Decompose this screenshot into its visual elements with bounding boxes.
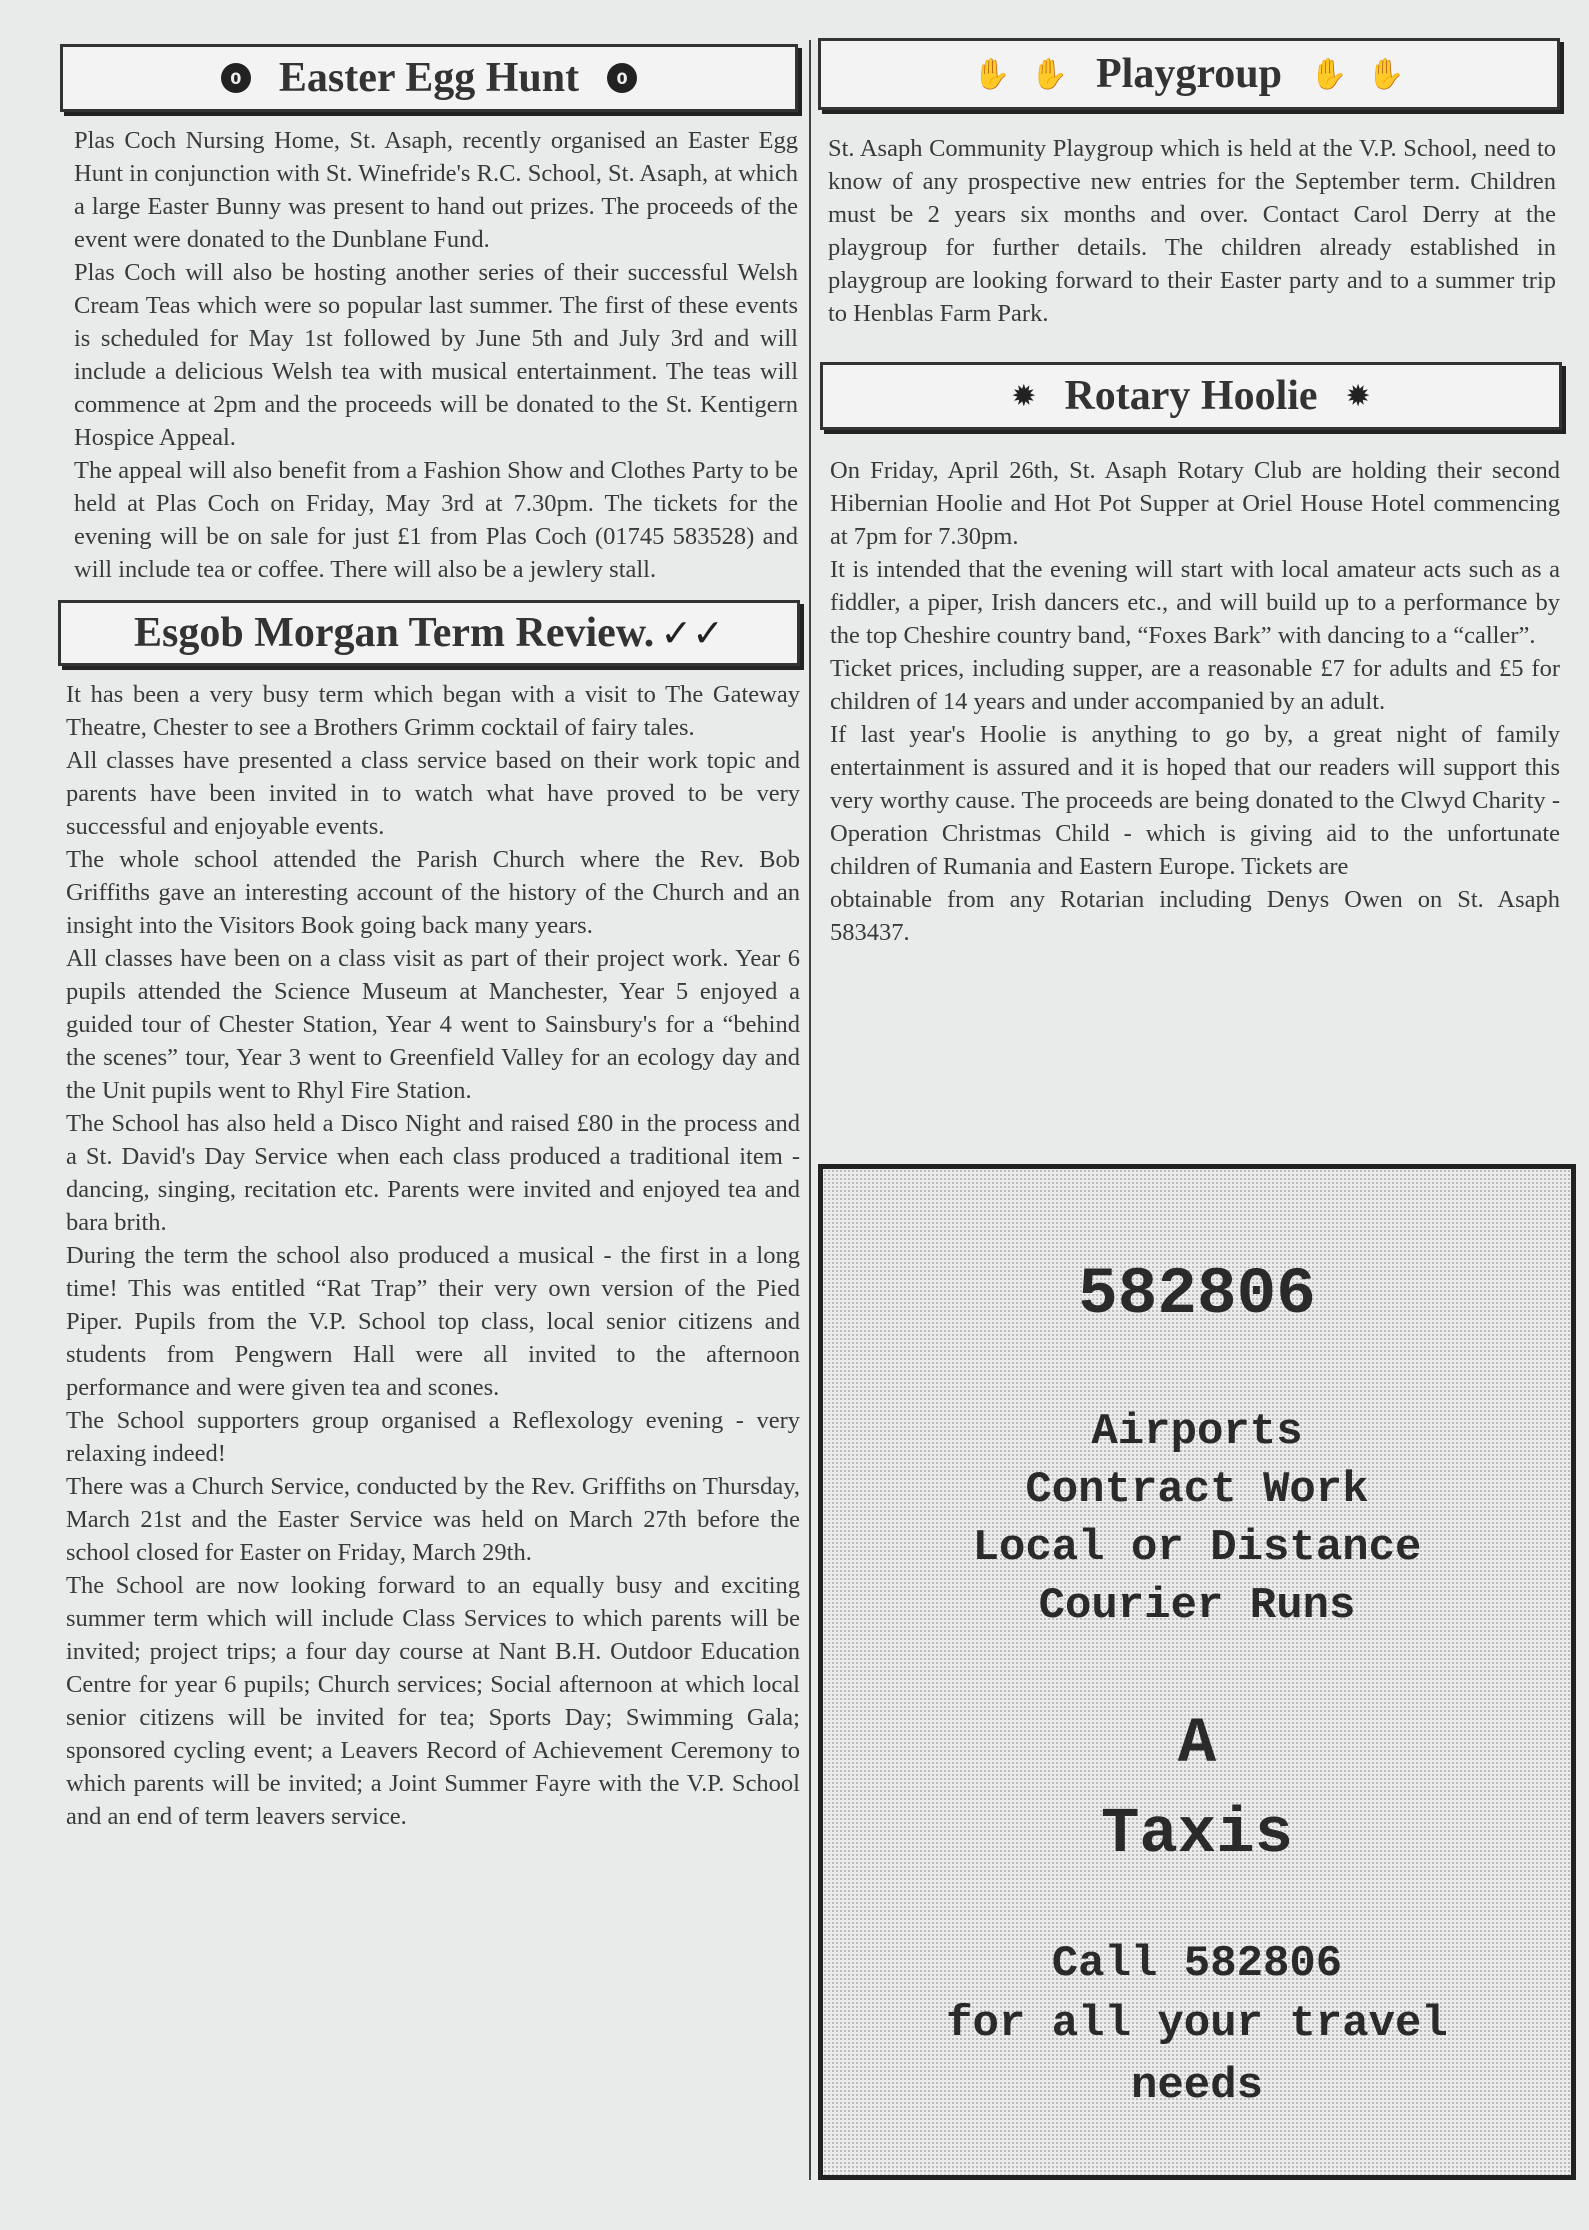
esgob-morgan-section xyxy=(60,600,800,1833)
easter-egg-hunt-section xyxy=(60,44,800,586)
paragraph: The appeal will also benefit from a Fashion Show and Clothes Party to be held at Plas Coch on Friday, May 3rd at 7.30pm. The tickets for the evening will be on sale for just £1 from Plas Coch (01745 583528) and will include tea or coffee. There will also be a jewlery stall. xyxy=(74,457,798,583)
left-column xyxy=(60,44,800,1833)
hand-icon: ✋ xyxy=(1030,56,1069,92)
hand-icon: ✋ xyxy=(1309,56,1348,92)
ad-brand-letter: A xyxy=(1177,1709,1217,1781)
rotary-hoolie-section xyxy=(818,362,1560,949)
easter-egg-hunt-body xyxy=(60,124,800,586)
paragraph: Ticket prices, including supper, are a reasonable £7 for adults and £5 for children of 14 years and under accompanied by an adult. xyxy=(830,655,1560,715)
paragraph: Plas Coch will also be hosting another series of their successful Welsh Cream Teas which were so popular last summer. The first of these events is scheduled for May 1st followed by June 5th and July 3rd and will include a delicious Welsh tea with musical entertainment. The teas will commence at 2pm and the proceeds will be donated to the St. Kentigern Hospice Appeal. xyxy=(74,259,798,451)
paragraph: The whole school attended the Parish Church where the Rev. Bob Griffiths gave an interesting account of the history of the Church and an insight into the Visitors Book going back many years. xyxy=(66,846,800,939)
rotary-hoolie-body xyxy=(818,454,1560,949)
easter-egg-hunt-title: Easter Egg Hunt xyxy=(278,55,580,101)
ad-call-line: for all your travel xyxy=(946,1999,1448,2049)
paragraph: Plas Coch Nursing Home, St. Asaph, recently organised an Easter Egg Hunt in conjunction with St. Winefride's R.C. School, St. Asaph, at which a large Easter Bunny was present to hand out prizes. The proceeds of the event were donated to the Dunblane Fund. xyxy=(74,127,798,253)
ad-service-line: Contract Work xyxy=(1025,1465,1369,1515)
esgob-morgan-body xyxy=(60,678,800,1833)
paragraph: There was a Church Service, conducted by the Rev. Griffiths on Thursday, March 21st and the Easter Service was held on March 27th before the school closed for Easter on Friday, March 29th. xyxy=(66,1473,800,1566)
column-divider xyxy=(809,40,811,2180)
rotary-hoolie-title: Rotary Hoolie xyxy=(1064,373,1318,419)
playgroup-section xyxy=(818,38,1560,330)
ad-brand-name: Taxis xyxy=(1100,1799,1294,1871)
hand-icon: ✋ xyxy=(973,56,1011,92)
ad-phone-number: 582806 xyxy=(1078,1257,1316,1332)
rotary-hoolie-header xyxy=(820,362,1562,430)
egg-icon: 0 xyxy=(221,63,251,93)
tick-icon: ✓✓ xyxy=(660,611,724,655)
paragraph: The School has also held a Disco Night and raised £80 in the process and a St. David's Day Service when each class produced a traditional item - dancing, singing, recitation etc. Parents were invited and enjoyed tea and bara brith. xyxy=(66,1110,800,1236)
playgroup-title: Playgroup xyxy=(1096,51,1282,97)
gear-icon: ✹ xyxy=(1345,378,1371,414)
ad-call-line: needs xyxy=(1130,2061,1264,2111)
egg-icon: 0 xyxy=(607,63,637,93)
esgob-morgan-title: Esgob Morgan Term Review. xyxy=(133,610,655,656)
paragraph: All classes have been on a class visit as part of their project work. Year 6 pupils attended the Science Museum at Manchester, Year 5 enjoyed a guided tour of Chester Station, Year 4 went to Sainsbury's for a “behind the scenes” tour, Year 3 went to Greenfield Valley for an ecology day and the Unit pupils went to Rhyl Fire Station. xyxy=(66,945,800,1104)
paragraph: All classes have presented a class service based on their work topic and parents have been invited in to watch what have proved to be very successful and enjoyable events. xyxy=(66,747,800,840)
paragraph: The School supporters group organised a Reflexology evening - very relaxing indeed! xyxy=(66,1407,800,1467)
paragraph: It has been a very busy term which began with a visit to The Gateway Theatre, Chester to see a Brothers Grimm cocktail of fairy tales. xyxy=(66,681,800,741)
paragraph: obtainable from any Rotarian including Denys Owen on St. Asaph 583437. xyxy=(830,886,1560,946)
paragraph: If last year's Hoolie is anything to go by, a great night of family entertainment is assured and it is hoped that our readers will support this very worthy cause. The proceeds are being donated to the Clwyd Charity - Operation Christmas Child - which is giving aid to the unfortunate children of Rumania and Eastern Europe. Tickets are xyxy=(830,721,1560,880)
paragraph: During the term the school also produced a musical - the first in a long time! This was entitled “Rat Trap” their very own version of the Pied Piper. Pupils from the V.P. School top class, local senior citizens and students from Pengwern Hall were all invited to the afternoon performance and were given tea and scones. xyxy=(66,1242,800,1401)
easter-egg-hunt-header xyxy=(60,44,798,112)
paragraph: St. Asaph Community Playgroup which is held at the V.P. School, need to know of any prospective new entries for the September term. Children must be 2 years six months and over. Contact Carol Derry at the playgroup for further details. The children already established in playgroup are looking forward to their Easter party and to a summer trip to Henblas Farm Park. xyxy=(828,135,1556,327)
esgob-morgan-header xyxy=(58,600,800,666)
gear-icon: ✹ xyxy=(1011,378,1037,414)
paragraph: It is intended that the evening will start with local amateur acts such as a fiddler, a piper, Irish dancers etc., and will build up to a performance by the top Cheshire country band, “Foxes Bark” with dancing to a “caller”. xyxy=(830,556,1560,649)
paragraph: The School are now looking forward to an equally busy and exciting summer term which will include Class Services to which parents will be invited; project trips; a four day course at Nant B.H. Outdoor Education Centre for year 6 pupils; Church services; Social afternoon at which local senior citizens will be invited for tea; Sports Day; Swimming Gala; sponsored cycling event; a Leavers Record of Achievement Ceremony to which parents will be invited; a Joint Summer Fayre with the V.P. School and an end of term leavers service. xyxy=(66,1572,800,1830)
ad-service-line: Airports xyxy=(1091,1407,1303,1457)
taxi-advert xyxy=(818,1164,1576,2180)
playgroup-header xyxy=(818,38,1560,110)
ad-service-line: Local or Distance xyxy=(972,1523,1422,1573)
ad-service-line: Courier Runs xyxy=(1038,1581,1356,1631)
playgroup-body xyxy=(818,132,1560,330)
paragraph: On Friday, April 26th, St. Asaph Rotary Club are holding their second Hibernian Hoolie and Hot Pot Supper at Oriel House Hotel commencing at 7pm for 7.30pm. xyxy=(830,457,1560,550)
hand-icon: ✋ xyxy=(1367,56,1405,92)
right-column xyxy=(818,38,1560,949)
ad-call-line: Call 582806 xyxy=(1051,1939,1343,1989)
